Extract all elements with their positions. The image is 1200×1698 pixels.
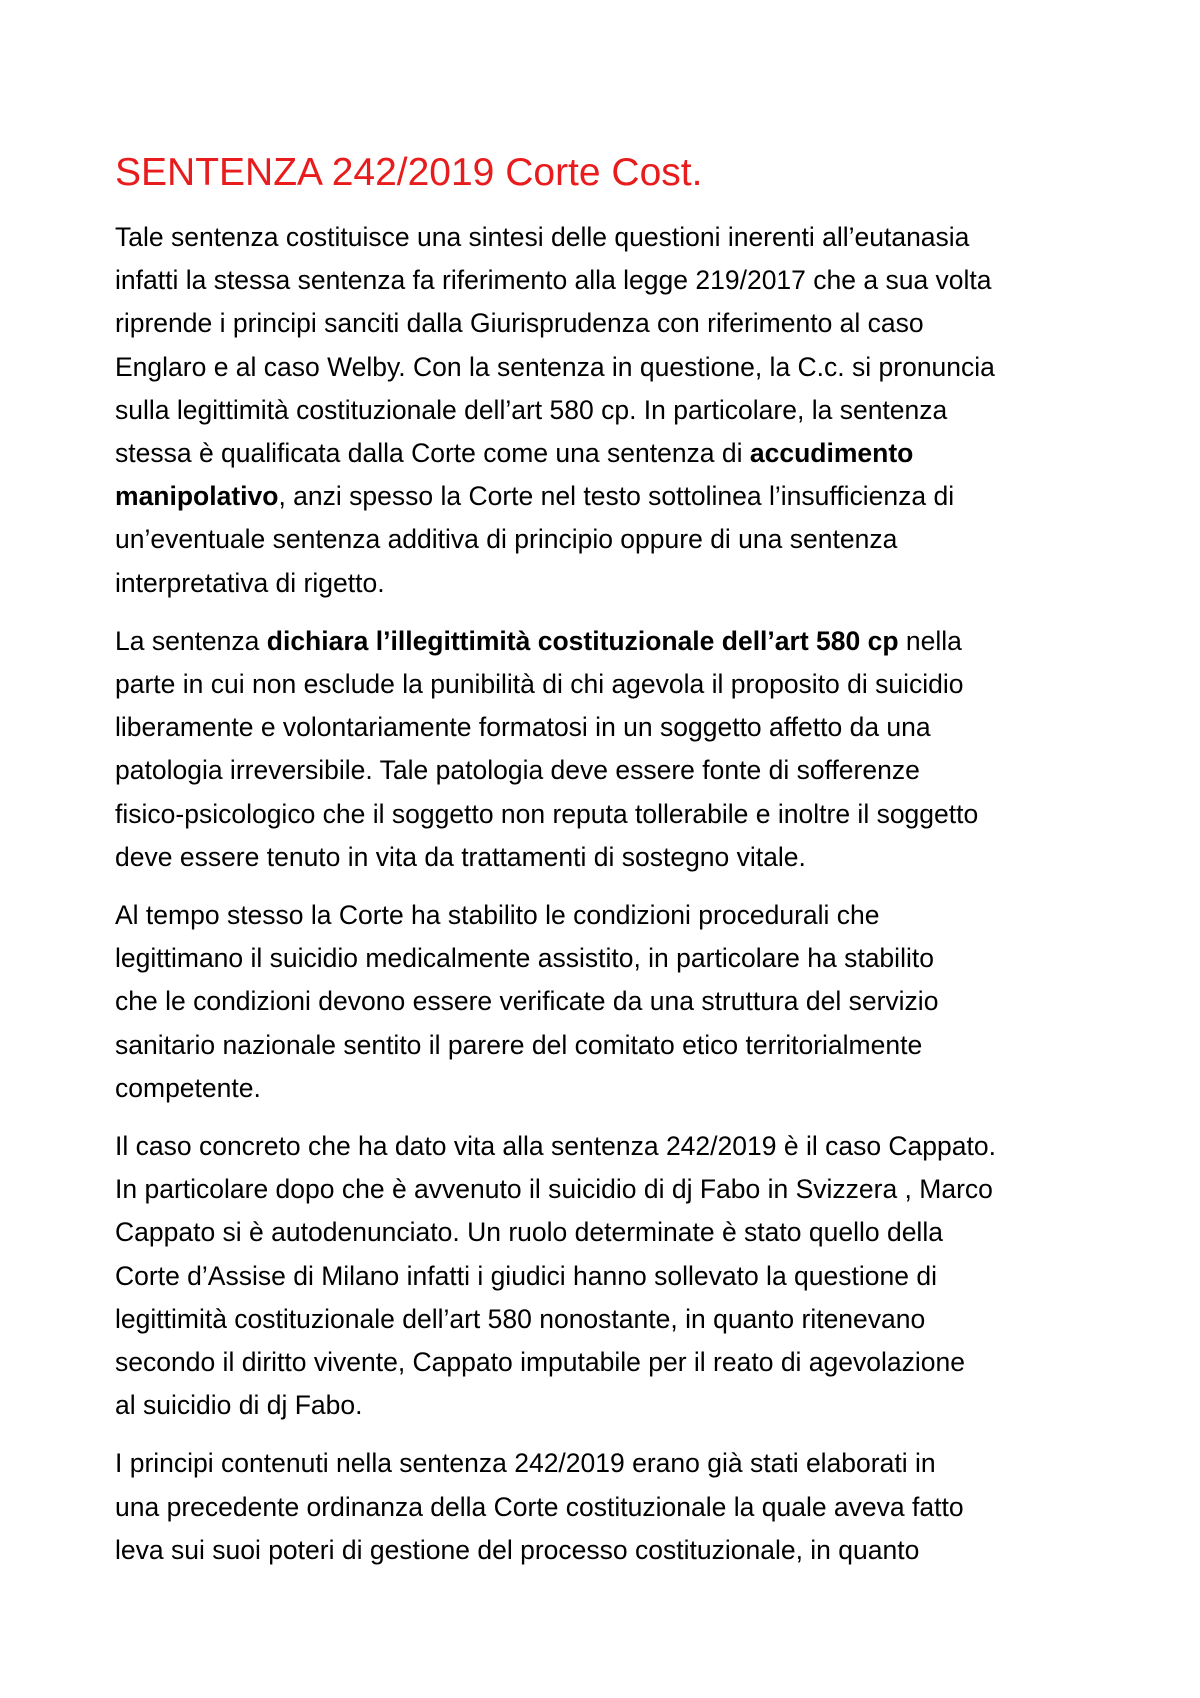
text-line [115,1125,1105,1168]
text-run: un’eventuale sentenza additiva di principio oppure di una sentenza [115,524,898,555]
text-run: che le condizioni devono essere verificate da una struttura del servizio [115,986,939,1017]
text-run: , anzi spesso la Corte nel testo sottolinea l’insufficienza di [278,481,955,512]
paragraph [115,1442,1105,1572]
text-line [115,1067,1105,1110]
text-line [115,749,1105,792]
text-line [115,1442,1105,1485]
text-line [115,894,1105,937]
text-run: legittimità costituzionale dell’art 580 nonostante, in quanto ritenevano [115,1303,926,1334]
text-run: fisico-psicologico che il soggetto non reputa tollerabile e inoltre il soggetto [115,798,979,829]
paragraph [115,216,1105,605]
text-line [115,346,1105,389]
text-run: infatti la stessa sentenza fa riferimento alla legge 219/2017 che a sua volta [115,265,992,296]
text-run: parte in cui non esclude la punibilità di chi agevola il proposito di suicidio [115,669,964,700]
text-run: sulla legittimità costituzionale dell’art 580 cp. In particolare, la sentenza [115,394,948,425]
paragraph [115,620,1105,879]
text-run: Englaro e al caso Welby. Con la sentenza in questione, la C.c. si pronuncia [115,351,995,382]
document-body [115,148,1105,1587]
text-line [115,1211,1105,1254]
text-line [115,937,1105,980]
text-line [115,432,1105,475]
text-line [115,1024,1105,1067]
text-run: riprende i principi sanciti dalla Giurisprudenza con riferimento al caso [115,308,924,339]
text-line [115,663,1105,706]
text-run: competente. [115,1072,261,1103]
text-run: stessa è qualificata dalla Corte come una sentenza di [115,438,750,469]
text-run: legittimano il suicidio medicalmente assistito, in particolare ha stabilito [115,943,934,974]
bold-text: accudimento [749,438,914,469]
text-line [115,475,1105,518]
text-line [115,1255,1105,1298]
text-line [115,980,1105,1023]
text-run: al suicidio di dj Fabo. [115,1390,363,1421]
text-run: Al tempo stesso la Corte ha stabilito le condizioni procedurali che [115,900,880,931]
text-run: Cappato si è autodenunciato. Un ruolo determinate è stato quello della [115,1217,943,1248]
text-run: liberamente e volontariamente formatosi in un soggetto affetto da una [115,712,931,743]
text-run: sanitario nazionale sentito il parere del comitato etico territorialmente [115,1029,923,1060]
text-run: Corte d’Assise di Milano infatti i giudici hanno sollevato la questione di [115,1260,937,1291]
bold-text: manipolativo [115,481,279,512]
text-run: nella [898,625,962,656]
text-line [115,518,1105,561]
text-line [115,793,1105,836]
text-line [115,1168,1105,1211]
text-run: In particolare dopo che è avvenuto il suicidio di dj Fabo in Svizzera , Marco [115,1174,993,1205]
text-line [115,1486,1105,1529]
text-line [115,562,1105,605]
text-line [115,836,1105,879]
text-line [115,302,1105,345]
text-run: deve essere tenuto in vita da trattamenti di sostegno vitale. [115,841,806,872]
text-line [115,389,1105,432]
text-line [115,1298,1105,1341]
document-title: SENTENZA 242/2019 Corte Cost. [115,151,703,194]
paragraph [115,1125,1105,1427]
text-line [115,620,1105,663]
text-run: interpretativa di rigetto. [115,567,385,598]
text-run: Tale sentenza costituisce una sintesi delle questioni inerenti all’eutanasia [115,222,970,252]
bold-text: dichiara l’illegittimità costituzionale dell’art 580 cp [266,625,899,656]
text-line [115,1529,1105,1572]
text-run: secondo il diritto vivente, Cappato imputabile per il reato di agevolazione [115,1347,965,1378]
text-line [115,1341,1105,1384]
text-line [115,259,1105,302]
text-run: I principi contenuti nella sentenza 242/2019 erano già stati elaborati in [115,1448,936,1479]
text-run: una precedente ordinanza della Corte costituzionale la quale aveva fatto [115,1491,964,1522]
text-line [115,706,1105,749]
document-paragraphs [115,216,1105,1572]
text-line [115,1384,1105,1427]
text-run: patologia irreversibile. Tale patologia deve essere fonte di sofferenze [115,755,920,786]
paragraph [115,894,1105,1110]
text-line [115,216,1105,259]
text-run: La sentenza [115,625,267,656]
text-run: Il caso concreto che ha dato vita alla sentenza 242/2019 è il caso Cappato. [115,1131,996,1162]
text-run: leva sui suoi poteri di gestione del processo costituzionale, in quanto [115,1534,920,1565]
